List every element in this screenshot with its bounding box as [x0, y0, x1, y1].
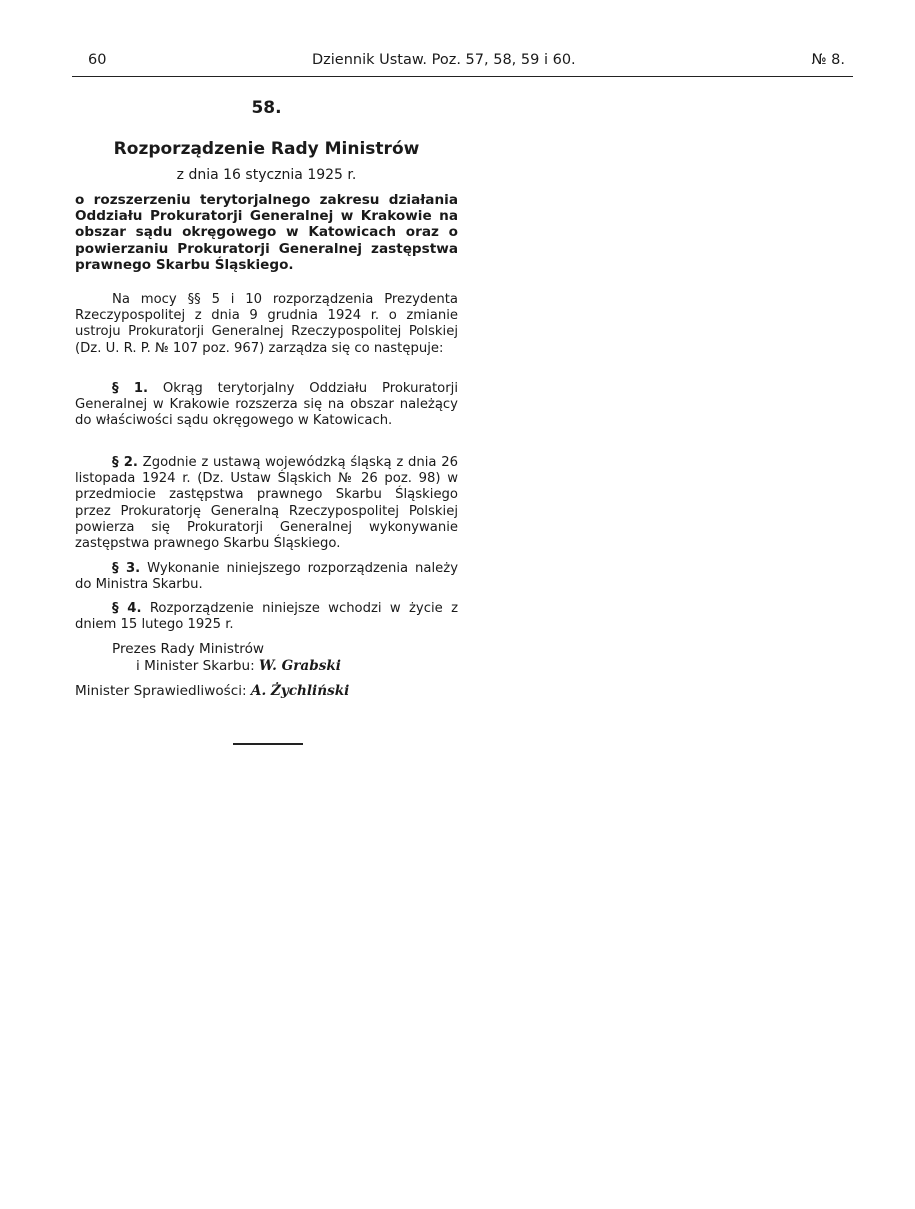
document-title: Rozporządzenie Rady Ministrów — [113, 139, 420, 159]
signature-line-1: Prezes Rady Ministrów — [112, 641, 265, 657]
section-4 — [75, 601, 458, 633]
section-label: § 1. — [112, 381, 149, 396]
signature-line-2 — [136, 658, 341, 675]
document-date: z dnia 16 stycznia 1925 r. — [176, 167, 357, 183]
signatory-role: i Minister Skarbu: — [136, 658, 255, 674]
document-subject: o rozszerzeniu terytorjalnego zakresu działania Oddziału Prokuratorji Generalnej w Krakowie na obszar sądu okręgowego w Katowicach oraz o powierzaniu Prokuratorji Generalnej zastępstwa prawnego Skarbu Śląskiego. — [75, 192, 458, 273]
section-3 — [75, 561, 458, 593]
section-label: § 3. — [112, 561, 141, 576]
section-text: Rozporządzenie niniejsze wchodzi w życie z dniem 15 lutego 1925 r. — [75, 601, 458, 633]
signatory-name: A. Żychliński — [250, 683, 350, 699]
section-label: § 2. — [112, 455, 138, 470]
section-text: Okrąg terytorjalny Oddziału Prokuratorji Generalnej w Krakowie rozszerza się na obszar należący do właściwości sądu okręgowego w Katowicach. — [75, 381, 458, 429]
section-text: Wykonanie niniejszego rozporządzenia należy do Ministra Skarbu. — [75, 561, 459, 593]
section-2 — [75, 455, 458, 552]
running-header — [80, 52, 853, 76]
section-1 — [75, 381, 458, 430]
signature-line-3 — [75, 683, 349, 700]
end-divider — [233, 743, 303, 745]
section-label: § 4. — [112, 601, 142, 616]
journal-title: Dziennik Ustaw. Poz. 57, 58, 59 i 60. — [312, 52, 576, 68]
item-number: 58. — [251, 98, 282, 118]
page-number: 60 — [88, 52, 107, 68]
section-text: Zgodnie z ustawą wojewódzką śląską z dnia 26 listopada 1924 r. (Dz. Ustaw Śląskich № 26 poz. 98) w przedmiocie zastępstwa prawnego Skarbu Śląskiego przez Prokuratorję Generalną Rzeczypospolitej Polskiej powierza się Prokuratorji Generalnej wykonywanie zastępstwa prawnego Skarbu Śląskiego. — [75, 455, 458, 552]
issue-number: № 8. — [811, 52, 845, 68]
header-divider — [72, 76, 853, 77]
signatory-name: W. Grabski — [259, 658, 341, 674]
signatory-role: Minister Sprawiedliwości: — [75, 683, 247, 699]
intro-paragraph: Na mocy §§ 5 i 10 rozporządzenia Prezydenta Rzeczypospolitej z dnia 9 grudnia 1924 r. o zmianie ustroju Prokuratorji Generalnej Rzeczypospolitej Polskiej (Dz. U. R. P. № 107 poz. 967) zarządza się co następuje: — [75, 292, 458, 356]
